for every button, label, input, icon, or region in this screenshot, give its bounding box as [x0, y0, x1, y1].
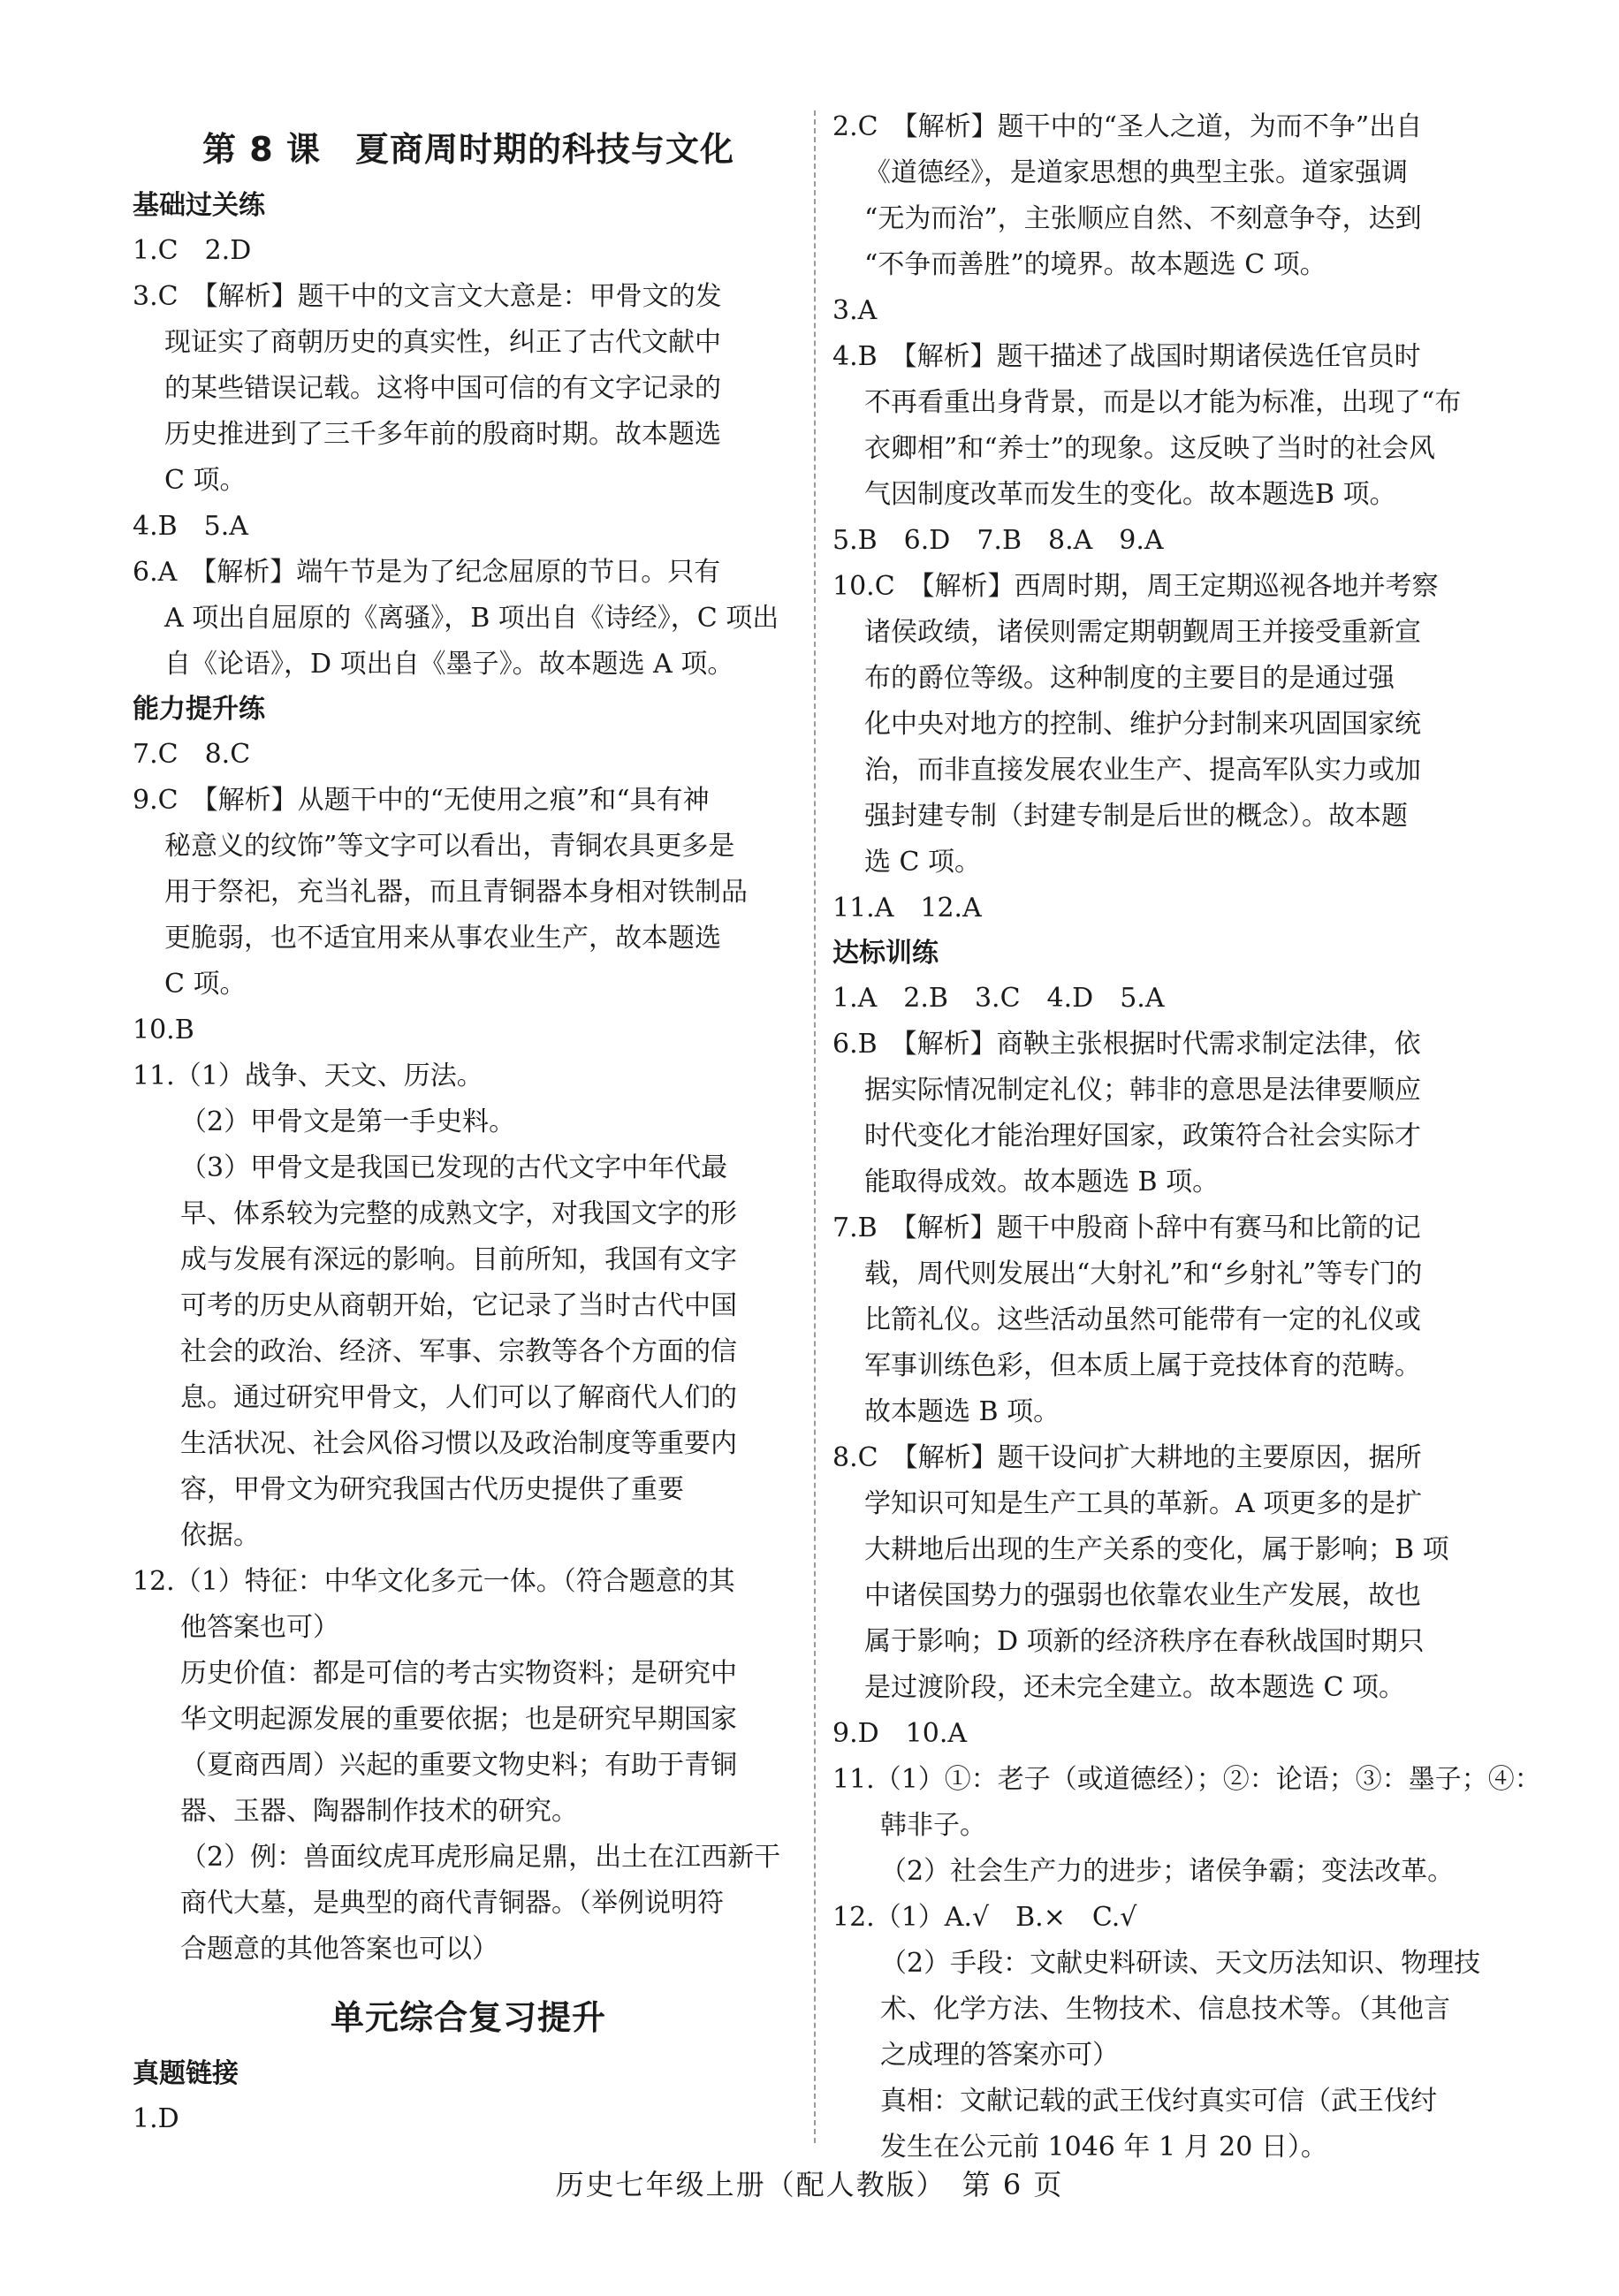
answer-line: 气因制度改革而发生的变化。故本题选B 项。	[864, 479, 1396, 510]
answer-line: 据实际情况制定礼仪；韩非的意思是法律要顺应	[864, 1075, 1421, 1106]
answer-line: 是过渡阶段，还未完全建立。故本题选 C 项。	[864, 1672, 1406, 1703]
answer-line: 秘意义的纹饰”等文字可以看出，青铜农具更多是	[164, 831, 735, 862]
answer-line: C 项。	[164, 969, 247, 1000]
answer-line: 5.B 6.D 7.B 8.A 9.A	[832, 525, 1164, 556]
right-column	[832, 104, 1541, 2171]
answer-line: 11.（1）战争、天文、历法。	[133, 1061, 483, 1091]
answer-line: 3.A	[832, 295, 878, 326]
answer-line: 1.A 2.B 3.C 4.D 5.A	[832, 983, 1165, 1014]
answer-line: 容，甲骨文为研究我国古代历史提供了重要	[180, 1474, 684, 1505]
answer-line: 3.C 【解析】题干中的文言文大意是：甲骨文的发	[133, 281, 722, 312]
answer-line: 合题意的其他答案也可以）	[180, 1934, 498, 1965]
answer-line: 历史价值：都是可信的考古实物资料；是研究中	[180, 1658, 737, 1689]
answer-line: 布的爵位等级。这种制度的主要目的是通过强	[864, 663, 1395, 694]
unit-review-title: 单元综合复习提升	[330, 1998, 606, 2037]
answer-line: 韩非子。	[880, 1810, 986, 1841]
answer-line: 6.B 【解析】商鞅主张根据时代需求制定法律，依	[832, 1029, 1421, 1060]
answer-line: A 项出自屈原的《离骚》，B 项出自《诗经》，C 项出	[164, 603, 779, 634]
answer-line: 发生在公元前 1046 年 1 月 20 日）。	[880, 2132, 1327, 2163]
answer-line: （2）社会生产力的进步；诸侯争霸；变法改革。	[880, 1856, 1455, 1887]
answer-line: 不再看重出身背景，而是以才能为标准，出现了“布	[864, 387, 1462, 418]
answer-line: 治，而非直接发展农业生产、提高军队实力或加	[864, 755, 1421, 786]
answer-line: 社会的政治、经济、军事、宗教等各个方面的信	[180, 1336, 737, 1367]
answer-line: 化中央对地方的控制、维护分封制来巩固国家统	[864, 709, 1421, 740]
answer-line: 能取得成效。故本题选 B 项。	[864, 1167, 1220, 1197]
answer-line: 故本题选 B 项。	[864, 1396, 1060, 1427]
answer-line: 7.B 【解析】题干中殷商卜辞中有赛马和比箭的记	[832, 1213, 1421, 1243]
answer-line: 7.C 8.C	[133, 739, 251, 770]
answer-line: 2.C 【解析】题干中的“圣人之道，为而不争”出自	[832, 111, 1423, 142]
answer-line: 华文明起源发展的重要依据；也是研究早期国家	[180, 1704, 737, 1735]
section-real-questions: 真题链接	[133, 2058, 239, 2089]
answer-line: 衣卿相”和“养士”的现象。这反映了当时的社会风	[864, 433, 1436, 464]
column-divider	[814, 110, 816, 2143]
answer-line: 选 C 项。	[864, 847, 982, 878]
answer-line: “不争而善胜”的境界。故本题选 C 项。	[864, 249, 1326, 280]
answer-line: 器、玉器、陶器制作技术的研究。	[180, 1796, 578, 1827]
answer-line: 11.（1）①：老子（或道德经）；②：论语；③：墨子；④：	[832, 1764, 1541, 1795]
answer-line: 载，周代则发展出“大射礼”和“乡射礼”等专门的	[864, 1258, 1423, 1289]
page-footer: 历史七年级上册（配人教版） 第 6 页	[555, 2168, 1064, 2201]
answer-line: 12.（1）特征：中华文化多元一体。（符合题意的其	[133, 1566, 735, 1597]
answer-line: 4.B 【解析】题干描述了战国时期诸侯选任官员时	[832, 341, 1421, 372]
answer-line: 大耕地后出现的生产关系的变化，属于影响；B 项	[864, 1534, 1449, 1565]
answer-line: 11.A 12.A	[832, 893, 982, 924]
answer-line: （3）甲骨文是我国已发现的古代文字中年代最	[180, 1152, 728, 1183]
answer-line: 他答案也可）	[180, 1612, 339, 1643]
answer-line: 生活状况、社会风俗习惯以及政治制度等重要内	[180, 1428, 737, 1459]
answer-line: 《道德经》，是道家思想的典型主张。道家强调	[864, 157, 1408, 188]
left-column	[133, 104, 804, 2142]
answer-line: 之成理的答案亦可）	[880, 2040, 1119, 2071]
answer-line: 术、化学方法、生物技术、信息技术等。（其他言	[880, 1994, 1450, 2025]
answer-line: 9.D 10.A	[832, 1718, 968, 1749]
answer-line: 真相：文献记载的武王伐纣真实可信（武王伐纣	[880, 2086, 1437, 2117]
answer-line: 9.C 【解析】从题干中的“无使用之痕”和“具有神	[133, 785, 710, 816]
answer-line: （2）例：兽面纹虎耳虎形扁足鼎，出土在江西新干	[180, 1842, 781, 1873]
answer-line: 可考的历史从商朝开始，它记录了当时古代中国	[180, 1290, 737, 1321]
answer-line: 时代变化才能治理好国家，政策符合社会实际才	[864, 1121, 1421, 1152]
answer-line: 更脆弱，也不适宜用来从事农业生产，故本题选	[164, 923, 721, 954]
answer-line: 商代大墓，是典型的商代青铜器。（举例说明符	[180, 1888, 724, 1919]
answer-line: 历史推进到了三千多年前的殷商时期。故本题选	[164, 419, 721, 450]
answer-line: 1.C 2.D	[133, 235, 252, 266]
answer-line: 息。通过研究甲骨文，人们可以了解商代人们的	[180, 1382, 737, 1413]
answer-line: 的某些错误记载。这将中国可信的有文字记录的	[164, 373, 721, 404]
answer-line: 比箭礼仪。这些活动虽然可能带有一定的礼仪或	[864, 1304, 1421, 1335]
answer-line: 用于祭祀，充当礼器，而且青铜器本身相对铁制品	[164, 877, 748, 908]
answer-line: 中诸侯国势力的强弱也依靠农业生产发展，故也	[864, 1580, 1421, 1611]
answer-line: 诸侯政绩，诸侯则需定期朝觐周王并接受重新宣	[864, 617, 1421, 648]
answer-line: 早、体系较为完整的成熟文字，对我国文字的形	[180, 1198, 737, 1229]
answer-line: 1.D	[133, 2103, 179, 2134]
lesson-title: 第 8 课 夏商周时期的科技与文化	[202, 130, 734, 169]
section-basic: 基础过关练	[133, 190, 265, 221]
answer-line: 10.B	[133, 1015, 194, 1045]
section-ability: 能力提升练	[133, 694, 265, 725]
answer-line: 军事训练色彩，但本质上属于竞技体育的范畴。	[864, 1350, 1421, 1381]
answer-line: 4.B 5.A	[133, 511, 248, 542]
answer-line: 强封建专制（封建专制是后世的概念）。故本题	[864, 801, 1408, 832]
answer-line: 10.C 【解析】西周时期，周王定期巡视各地并考察	[832, 571, 1439, 602]
answer-line: 成与发展有深远的影响。目前所知，我国有文字	[180, 1244, 737, 1275]
answer-line: （2）甲骨文是第一手史料。	[180, 1106, 516, 1137]
answer-line: 属于影响；D 项新的经济秩序在春秋战国时期只	[864, 1626, 1425, 1657]
answer-line: 现证实了商朝历史的真实性，纠正了古代文献中	[164, 327, 721, 358]
answer-line: 学知识可知是生产工具的革新。A 项更多的是扩	[864, 1488, 1423, 1519]
answer-line: 12.（1）A.√ B.× C.√	[832, 1902, 1137, 1933]
answer-line: （2）手段：文献史料研读、天文历法知识、物理技	[880, 1948, 1481, 1979]
answer-line: （夏商西周）兴起的重要文物史料；有助于青铜	[180, 1750, 737, 1781]
answer-line: 8.C 【解析】题干设问扩大耕地的主要原因，据所	[832, 1442, 1422, 1473]
answer-line: 自《论语》，D 项出自《墨子》。故本题选 A 项。	[164, 649, 734, 680]
answer-line: 6.A 【解析】端午节是为了纪念屈原的节日。只有	[133, 557, 721, 588]
answer-line: 依据。	[180, 1520, 260, 1551]
answer-line: “无为而治”，主张顺应自然、不刻意争夺，达到	[864, 203, 1422, 234]
answer-line: C 项。	[164, 465, 247, 496]
section-target-training: 达标训练	[832, 938, 939, 969]
